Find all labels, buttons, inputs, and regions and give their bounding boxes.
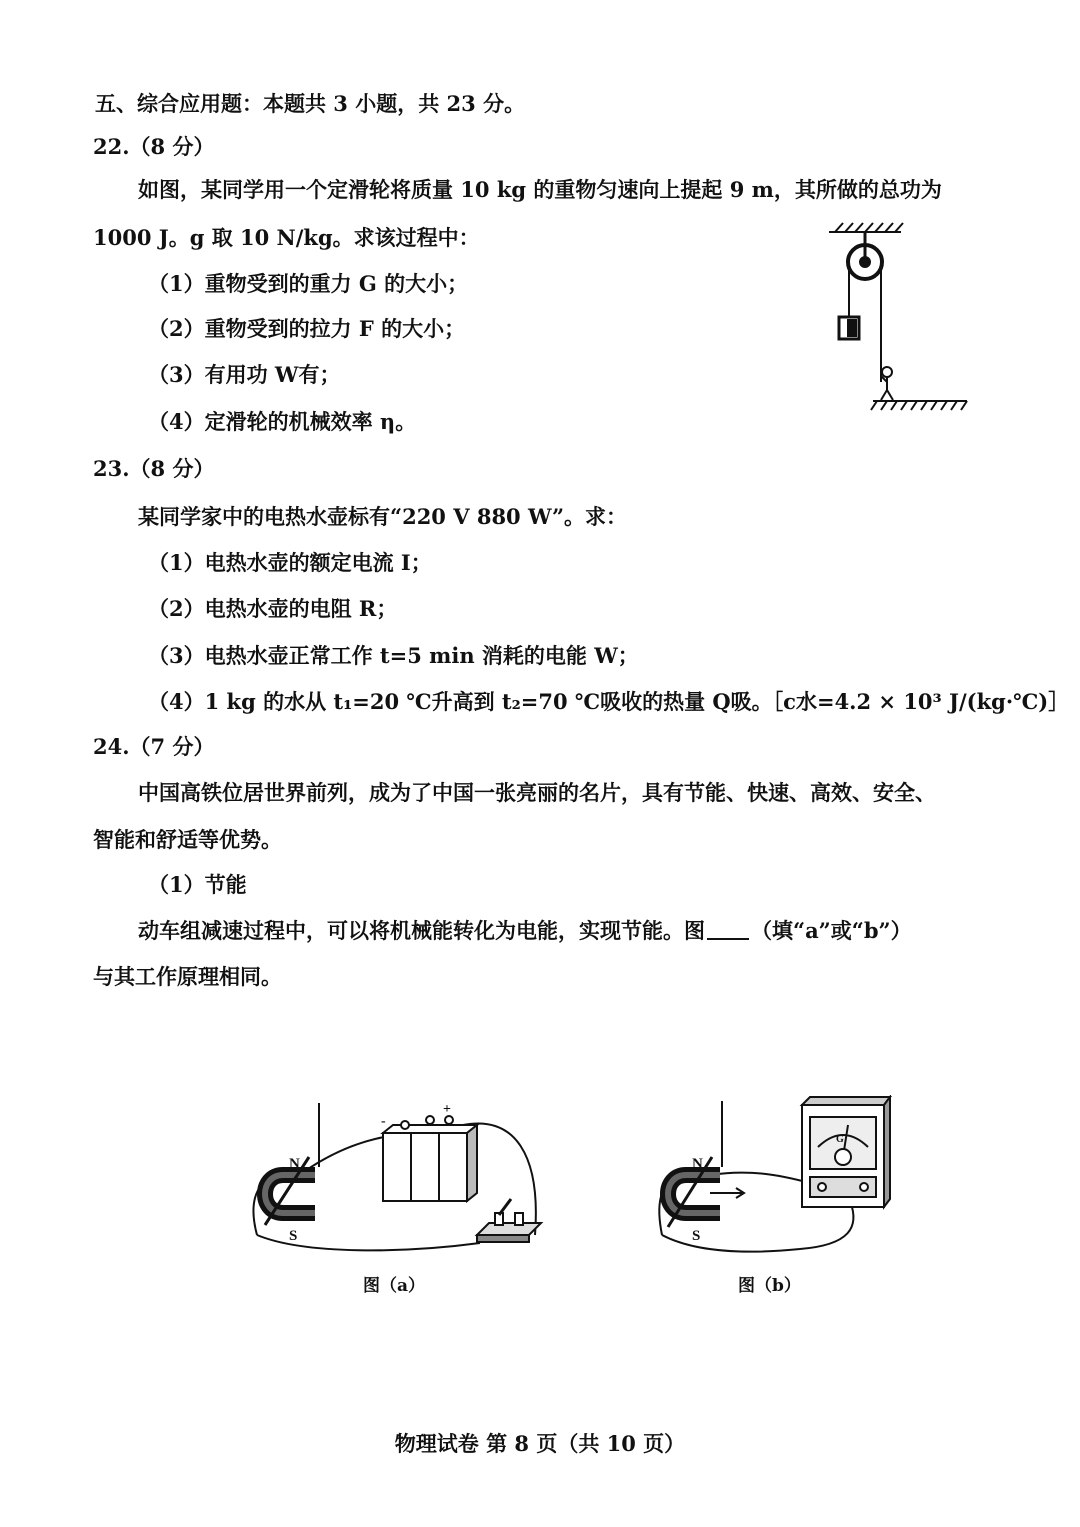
- wire-bottom: [662, 1235, 800, 1252]
- q24-sub1-line2: 与其工作原理相同。: [93, 964, 282, 989]
- horseshoe-magnet: [265, 1175, 315, 1213]
- section-title: 五、综合应用题：本题共 3 小题，共 23 分。: [95, 91, 526, 116]
- q24-intro-line2: 智能和舒适等优势。: [93, 827, 282, 852]
- south-label: S: [692, 1228, 701, 1244]
- wire-from-meter: [800, 1201, 853, 1249]
- q24-sub1-line1: [138, 917, 912, 945]
- q24-intro-line1: 中国高铁位居世界前列，成为了中国一张亮丽的名片，具有节能、快速、高效、安全、: [138, 780, 936, 805]
- q24-header: 24.（7 分）: [93, 734, 215, 759]
- wire-to-meter: [710, 1173, 810, 1183]
- figure-b-caption: 图（b）: [738, 1276, 801, 1296]
- q24-sub1-title: （1）节能: [148, 872, 247, 897]
- figure-a-caption: 图（a）: [363, 1276, 426, 1296]
- north-label: N: [692, 1156, 703, 1172]
- q24-sub1-line1-b: （填“a”或“b”）: [751, 918, 912, 943]
- weight-shade: [847, 319, 857, 337]
- q22-header: 22.（8 分）: [93, 134, 215, 159]
- page-footer: 物理试卷 第 8 页（共 10 页）: [394, 1431, 686, 1456]
- minus-label: -: [381, 1114, 386, 1129]
- q22-part-4: （4）定滑轮的机械效率 η。: [148, 409, 417, 434]
- q24-sub1-line1-a: 动车组减速过程中，可以将机械能转化为电能，实现节能。图: [138, 918, 705, 943]
- pulley-hub: [860, 257, 870, 267]
- ground: [871, 401, 967, 410]
- ceiling-hatch: [835, 223, 903, 232]
- q23-part-2: （2）电热水壶的电阻 R；: [148, 596, 398, 621]
- q23-part-3: （3）电热水壶正常工作 t=5 min 消耗的电能 W；: [148, 643, 639, 668]
- pulley-figure: [825, 220, 975, 415]
- motion-arrow-icon: [710, 1188, 744, 1198]
- q23-stem: 某同学家中的电热水壶标有“220 V 880 W”。求：: [138, 504, 628, 529]
- q22-part-3: （3）有用功 W有；: [148, 362, 341, 387]
- galvanometer: [802, 1097, 890, 1207]
- south-label: S: [289, 1228, 298, 1244]
- plus-label: +: [443, 1102, 451, 1117]
- battery-pack: [383, 1116, 477, 1201]
- q22-stem-line2: 1000 J。g 取 10 N/kg。求该过程中：: [93, 225, 480, 250]
- person-figure: [881, 367, 893, 400]
- q23-part-1: （1）电热水壶的额定电流 I；: [148, 550, 432, 575]
- q23-header: 23.（8 分）: [93, 456, 215, 481]
- answer-blank[interactable]: [707, 918, 749, 940]
- q22-part-1: （1）重物受到的重力 G 的大小；: [148, 271, 469, 296]
- north-label: N: [289, 1156, 300, 1172]
- q22-part-2: （2）重物受到的拉力 F 的大小；: [148, 316, 466, 341]
- knife-switch: [477, 1199, 541, 1242]
- q22-stem-line1: 如图，某同学用一个定滑轮将质量 10 kg 的重物匀速向上提起 9 m，其所做的总功为: [138, 177, 942, 202]
- figure-b: [650, 1095, 900, 1260]
- figure-a: [245, 1095, 555, 1260]
- meter-label: G: [836, 1134, 844, 1145]
- q23-part-4: （4）1 kg 的水从 t₁=20 ℃升高到 t₂=70 ℃吸收的热量 Q吸。［c水=4.2 × 10³ J/(kg·℃)］: [148, 689, 1070, 714]
